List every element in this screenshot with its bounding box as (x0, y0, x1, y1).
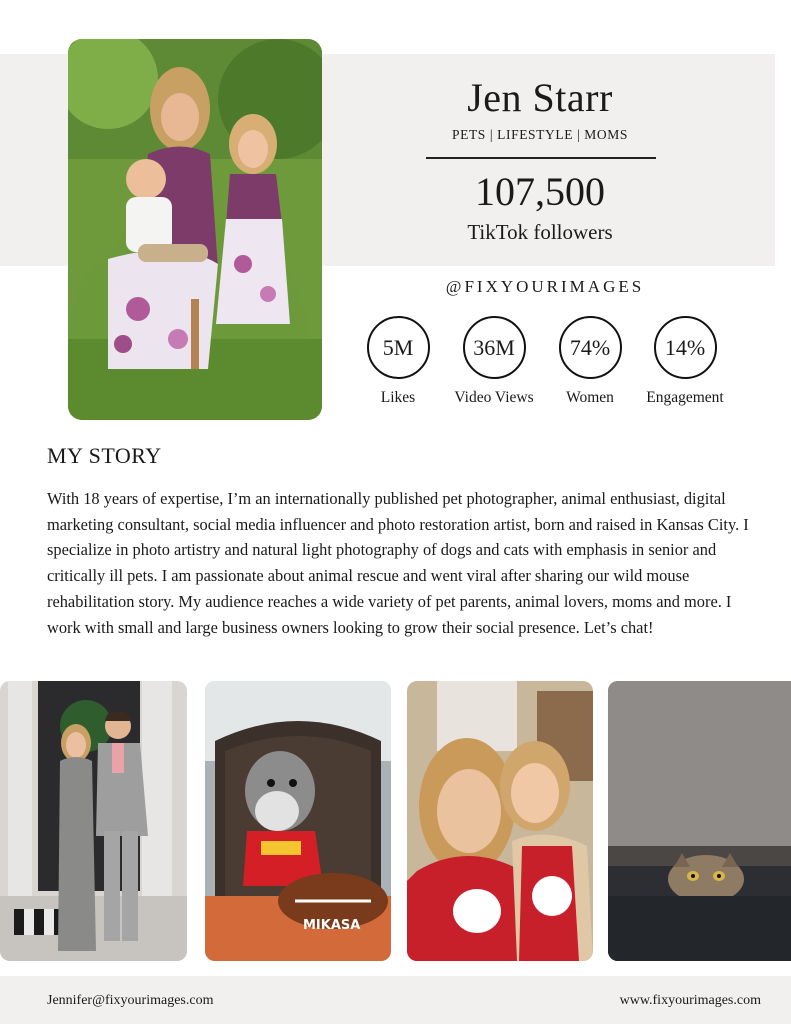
footer-website[interactable]: www.fixyourimages.com (619, 993, 761, 1008)
profile-name: Jen Starr (467, 75, 613, 120)
stat-likes-value: 5M (367, 316, 430, 379)
stat-engagement (635, 316, 735, 407)
stat-likes-label: Likes (380, 389, 416, 406)
followers-count: 107,500 (475, 169, 605, 214)
stat-women-label: Women (566, 389, 614, 406)
social-handle: @FIXYOURIMAGES (445, 277, 645, 296)
hero-family-photo (68, 39, 322, 420)
stat-women-value: 74% (559, 316, 622, 379)
stat-video-views-label: Video Views (454, 389, 534, 406)
stat-video-views-value: 36M (463, 316, 526, 379)
cat-photo (608, 681, 791, 961)
schnauzer-photo (205, 681, 391, 961)
selfie-photo (407, 681, 593, 961)
stat-women (540, 316, 640, 407)
story-heading: MY STORY (47, 443, 162, 468)
profile-niche: PETS | LIFESTYLE | MOMS (452, 127, 628, 142)
stat-likes (348, 316, 448, 407)
stat-video-views (444, 316, 544, 407)
couple-photo (0, 681, 187, 961)
footer-bar (0, 976, 791, 1024)
stat-engagement-label: Engagement (646, 389, 724, 406)
story-paragraph: With 18 years of expertise, I’m an internationally published pet photographer, animal enthusiast, digital marketing consultant, social media influencer and photo restoration artist, born and raised in Kansas City. I specialize in photo artistry and natural light photography of dogs and cats with emphasis in senior and critically ill pets. I am passionate about animal rescue and went viral after sharing our wild mouse rehabilitation story. My audience reaches a wide variety of pet parents, animal lovers, moms and more. I work with small and large business owners looking to grow their social presence. Let’s chat! (47, 489, 749, 637)
footer-email[interactable]: Jennifer@fixyourimages.com (47, 993, 214, 1008)
svg-text:MIKASA: MIKASA (303, 918, 361, 933)
followers-label: TikTok followers (467, 220, 613, 244)
stat-engagement-value: 14% (654, 316, 717, 379)
divider-line (426, 157, 656, 159)
